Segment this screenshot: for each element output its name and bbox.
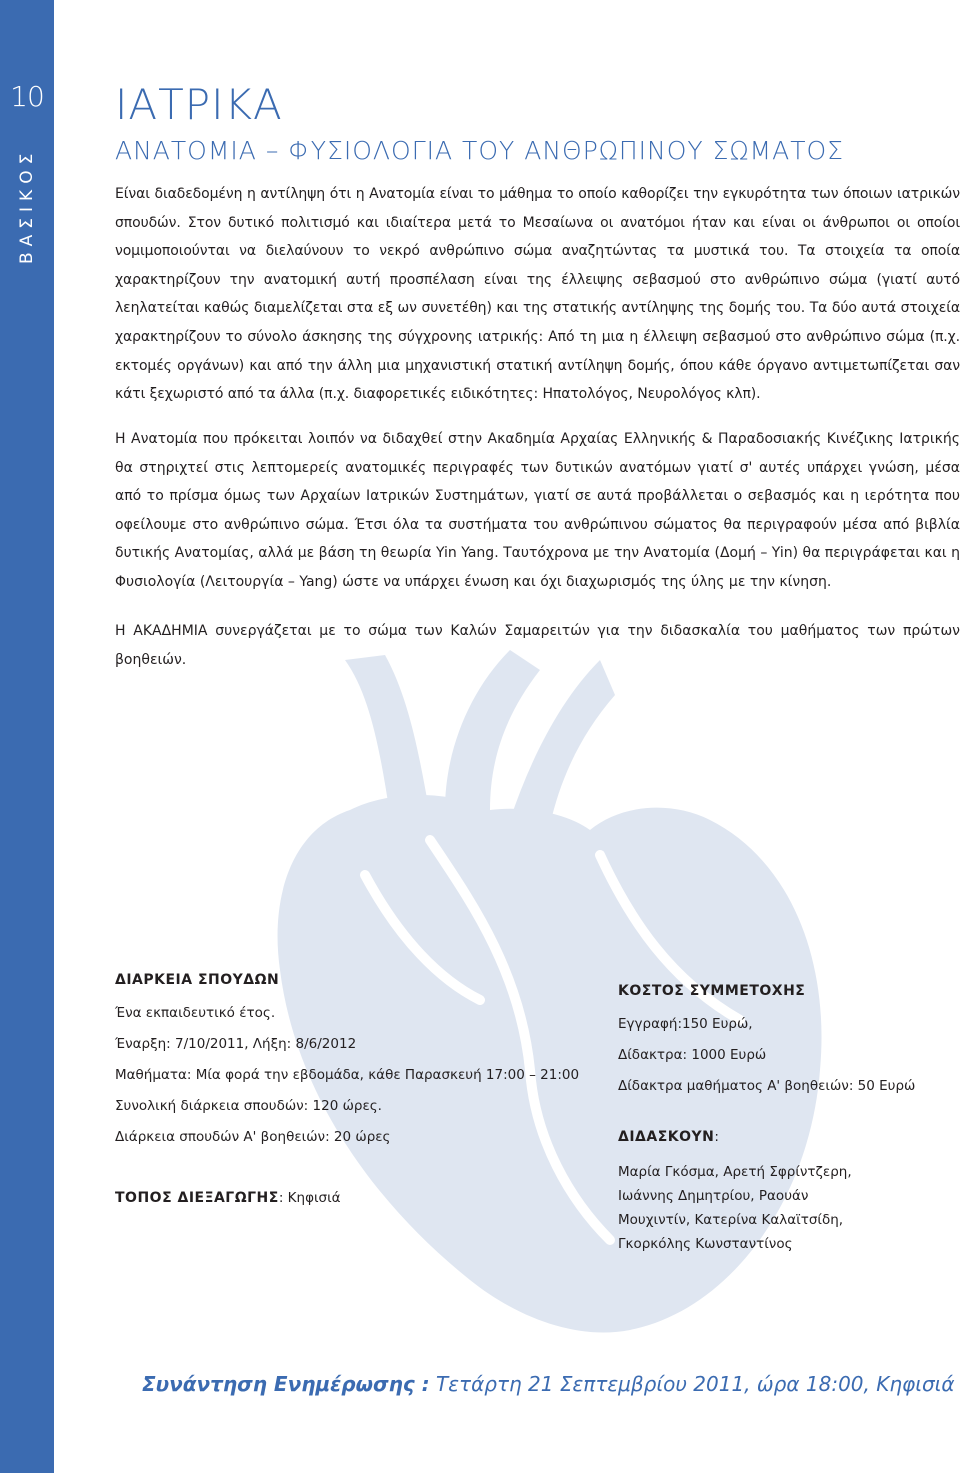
- teacher-line: Μουχιντίν, Κατερίνα Καλαϊτσίδη,: [618, 1212, 844, 1228]
- duration-section: [115, 972, 595, 1221]
- duration-line: Ένα εκπαιδευτικό έτος.: [115, 1005, 276, 1021]
- teachers-heading-line: ΔΙΔΑΣΚΟΥΝ:: [618, 1129, 719, 1145]
- academy-paragraph: Η ΑΚΑΔΗΜΙΑ συνεργάζεται με το σώμα των Καλών Σαμαρειτών για την διδασκαλία του μαθήματος των πρώτων βοηθειών.: [115, 623, 960, 668]
- page-title: ΙΑΤΡΙΚΑ: [115, 80, 283, 129]
- duration-heading: ΔΙΑΡΚΕΙΑ ΣΠΟΥΔΩΝ: [115, 972, 280, 988]
- cost-line: Δίδακτρα μαθήματος Α' βοηθειών: 50 Ευρώ: [618, 1078, 916, 1094]
- duration-line: Έναρξη: 7/10/2011, Λήξη: 8/6/2012: [115, 1036, 357, 1052]
- anatomy-paragraph: Η Ανατομία που πρόκειται λοιπόν να διδαχθεί στην Ακαδημία Αρχαίας Ελληνικής & Παραδοσιακής Κινέζικης Ιατρικής θα στηριχτεί στις λεπτομερείς ανατομικές περιγραφές των δυτικών ανατόμων γιατί σ' αυτές υπάρχει γνώση, μέσα από το πρίσμα όμως των Αρχαίων Ιατρικών Συστημάτων, γιατί σε αυτά προβάλλεται ο σεβασμός και η ιερότητα που οφείλουμε στο ανθρώπινο σώμα. Έτσι όλα τα συστήματα του ανθρώπινου σώματος θα περιγραφούν μέσα από βιβλία δυτικής Ανατομίας, αλλά με βάση τη θεωρία Yin Yang. Ταυτόχρονα με την Ανατομία (Δομή – Yin) θα περιγράφεται και η Φυσιολογία (Λειτουργία – Yang) ώστε να υπάρχει ένωση και όχι διαχωρισμός της ύλης με την κίνηση.: [115, 431, 960, 590]
- info-meeting-value: Τετάρτη 21 Σεπτεμβρίου 2011, ώρα 18:00, Κηφισιά: [436, 1372, 955, 1396]
- info-meeting-label: Συνάντηση Ενημέρωσης :: [142, 1372, 430, 1396]
- sidebar: [0, 0, 83, 1473]
- teacher-line: Μαρία Γκόσμα, Αρετή Σφρίντζερη,: [618, 1164, 852, 1180]
- cost-section: [618, 983, 938, 1253]
- page-number: 10: [10, 80, 44, 113]
- teacher-line: Ιωάννης Δημητρίου, Ραουάν: [618, 1188, 809, 1204]
- vessel-left: [345, 655, 430, 815]
- cost-heading: ΚΟΣΤΟΣ ΣΥΜΜΕΤΟΧΗΣ: [618, 983, 806, 999]
- page-subtitle: ΑΝΑΤΟΜΙΑ – ΦΥΣΙΟΛΟΓΙΑ ΤΟΥ ΑΝΘΡΩΠΙΝΟΥ ΣΩΜΑΤΟΣ: [115, 136, 844, 165]
- venue-line: ΤΟΠΟΣ ΔΙΕΞΑΓΩΓΗΣ: Κηφισιά: [115, 1190, 341, 1206]
- cost-line: Εγγραφή:150 Ευρώ,: [618, 1016, 753, 1032]
- info-meeting-banner: [142, 1372, 955, 1396]
- venue-value: Κηφισιά: [287, 1190, 341, 1206]
- duration-line: Διάρκεια σπουδών Α' βοηθειών: 20 ώρες: [115, 1129, 391, 1145]
- duration-line: Μαθήματα: Μία φορά την εβδομάδα, κάθε Παρασκευή 17:00 – 21:00: [115, 1067, 580, 1083]
- venue-heading: ΤΟΠΟΣ ΔΙΕΞΑΓΩΓΗΣ: [115, 1190, 279, 1206]
- cost-line: Δίδακτρα: 1000 Ευρώ: [618, 1047, 767, 1063]
- intro-paragraph: Είναι διαδεδομένη η αντίληψη ότι η Ανατομία είναι το μάθημα το οποίο καθορίζει την εγκυρότητα των όποιων ιατρικών σπουδών. Στον δυτικό πολιτισμό και ιδιαίτερα μετά το Μεσαίωνα οι ανατόμοι ήταν και είναι οι άνθρωποι οι οποίοι νομιμοποιούνται να διελαύνουν το νεκρό ανθρώπινο σώμα αναζητώντας τα μυστικά του. Τα στοιχεία τα οποία χαρακτηρίζουν την ανατομική αυτή προσπέλαση είναι της έλλειψης σεβασμού στο ανθρώπινο σώμα (γιατί αυτό λεηλατείται καθώς διαμελίζεται στα εξ ων συνετέθη) και της στατικής αντίληψης της δομής του. Τα δύο αυτά στοιχεία χαρακτηρίζουν το σύνολο άσκησης της σύγχρονης ιατρικής: Από τη μια η έλλειψη σεβασμού στο ανθρώπινο σώμα (π.χ. εκτομές οργάνων) και από την άλλη μια μηχανιστική στατική αντίληψη δομής, όπου κάθε όργανο αντιμετωπίζεται σαν κάτι ξεχωριστό από τα άλλα (π.χ. διαφορετικές ειδικότητες: Ηπατολόγος, Νευρολόγος κλπ).: [115, 186, 960, 403]
- section-label: ΒΑΣΙΚΟΣ ΚΟΡΜΟΣ: [17, 148, 83, 265]
- duration-line: Συνολική διάρκεια σπουδών: 120 ώρες.: [115, 1098, 382, 1114]
- teacher-line: Γκορκόλης Κωνσταντίνος: [618, 1236, 793, 1252]
- teachers-heading: ΔΙΔΑΣΚΟΥΝ: [618, 1129, 715, 1145]
